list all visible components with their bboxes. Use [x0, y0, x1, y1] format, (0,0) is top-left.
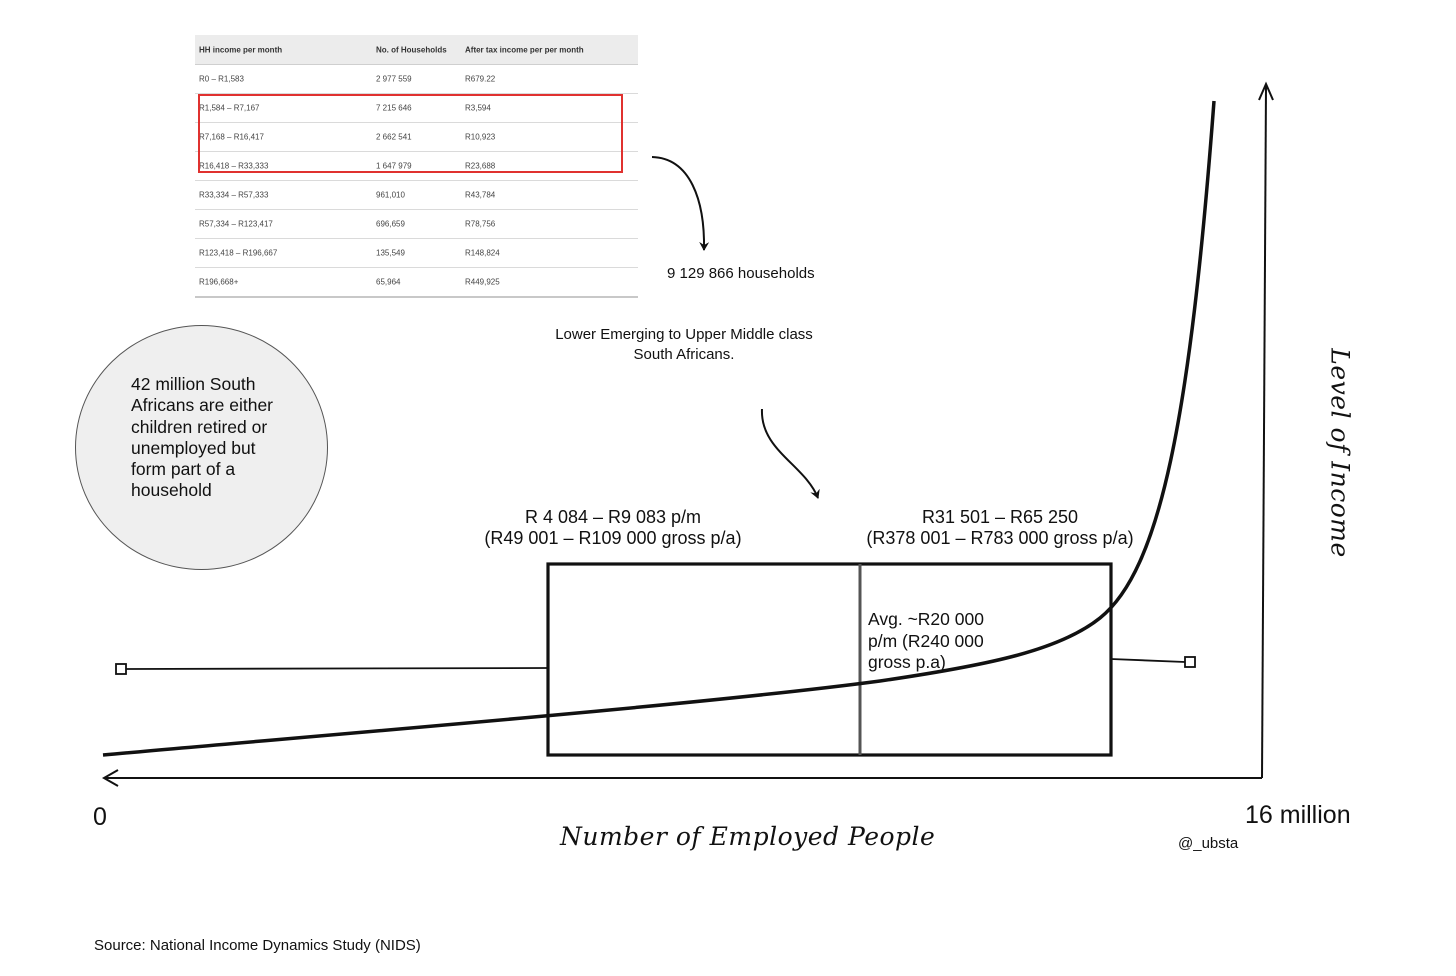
- cell-households: 7 215 646: [376, 103, 412, 113]
- class-arrow: [762, 409, 818, 498]
- source-note: Source: National Income Dynamics Study (NIDS): [94, 937, 421, 954]
- cell-households: 135,549: [376, 248, 405, 258]
- cell-income: R1,584 – R7,167: [199, 103, 260, 113]
- cell-households: 2 977 559: [376, 74, 412, 84]
- class-note-line1: Lower Emerging to Upper Middle class: [555, 326, 813, 343]
- right-whisker-cap: [1185, 657, 1195, 667]
- cell-after-tax: R679.22: [465, 74, 496, 84]
- x-min-label: 0: [93, 803, 107, 831]
- cell-income: R0 – R1,583: [199, 74, 244, 84]
- header-households: No. of Households: [376, 45, 447, 54]
- cell-after-tax: R23,688: [465, 161, 496, 171]
- table-row: [195, 65, 638, 94]
- cell-after-tax: R3,594: [465, 103, 491, 113]
- lower-range-line1: R 4 084 – R9 083 p/m: [524, 507, 702, 527]
- cell-income: R7,168 – R16,417: [199, 132, 264, 142]
- box-plot-box: [548, 564, 1111, 755]
- lower-range-label: [463, 507, 763, 549]
- table-highlight-box: [198, 94, 623, 173]
- average-note: Avg. ~R20 000 p/m (R240 000 gross p.a): [868, 609, 984, 672]
- cell-households: 65,964: [376, 277, 401, 287]
- cell-households: 2 662 541: [376, 132, 412, 142]
- cell-households: 1 647 979: [376, 161, 412, 171]
- upper-range-label: [850, 507, 1150, 549]
- class-note-line2: South Africans.: [633, 346, 735, 363]
- y-axis-label: Level of Income: [1325, 348, 1355, 558]
- households-note: 9 129 866 households: [667, 265, 815, 282]
- households-arrow: [652, 157, 704, 250]
- table-row: [195, 210, 638, 239]
- class-note: [534, 325, 834, 365]
- table-row: [195, 181, 638, 210]
- left-whisker-cap: [116, 664, 126, 674]
- cell-income: R57,334 – R123,417: [199, 219, 273, 229]
- lower-range-line2: (R49 001 – R109 000 gross p/a): [484, 528, 742, 548]
- cell-income: R196,668+: [199, 277, 239, 287]
- cell-income: R33,334 – R57,333: [199, 190, 269, 200]
- cell-income: R123,418 – R196,667: [199, 248, 278, 258]
- cell-after-tax: R449,925: [465, 277, 500, 287]
- left-whisker: [126, 668, 548, 669]
- header-income: HH income per month: [199, 45, 283, 54]
- table-row: [195, 239, 638, 268]
- y-axis-line: [1262, 86, 1266, 778]
- x-axis-label: Number of Employed People: [560, 822, 936, 851]
- cell-after-tax: R10,923: [465, 132, 496, 142]
- right-whisker: [1111, 659, 1185, 662]
- cell-income: R16,418 – R33,333: [199, 161, 269, 171]
- cell-households: 696,659: [376, 219, 405, 229]
- cell-households: 961,010: [376, 190, 405, 200]
- table-header: [195, 35, 638, 65]
- x-max-label: 16 million: [1245, 801, 1351, 829]
- cell-after-tax: R148,824: [465, 248, 500, 258]
- upper-range-line1: R31 501 – R65 250: [921, 507, 1079, 527]
- credit-handle: @_ubsta: [1178, 835, 1239, 852]
- cell-after-tax: R78,756: [465, 219, 496, 229]
- cell-after-tax: R43,784: [465, 190, 496, 200]
- upper-range-line2: (R378 001 – R783 000 gross p/a): [866, 528, 1134, 548]
- population-note: 42 million South Africans are either children retired or unemployed but form part of a household: [131, 374, 274, 501]
- header-after-tax: After tax income per per month: [465, 45, 584, 54]
- table-row: [195, 268, 638, 298]
